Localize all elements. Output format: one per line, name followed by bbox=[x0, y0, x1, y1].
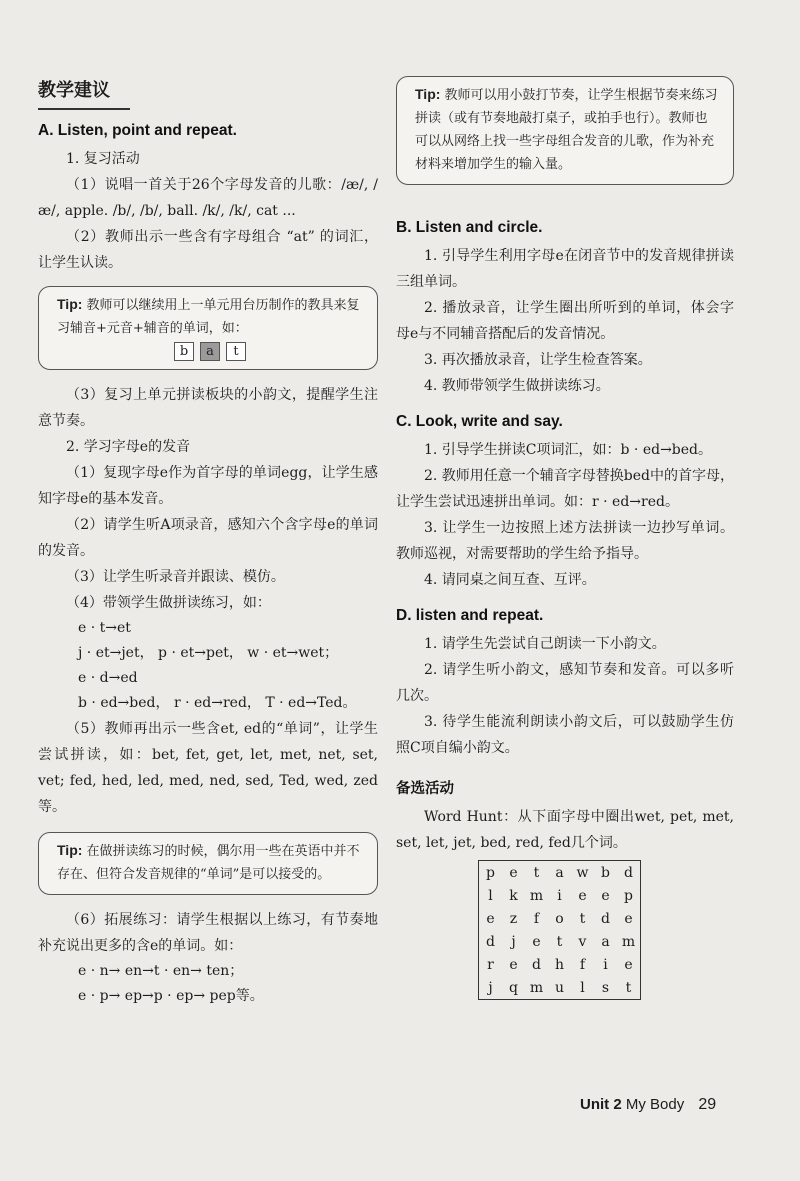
grid-letter: d bbox=[486, 933, 495, 950]
grid-letter: t bbox=[556, 933, 563, 950]
section-a-p5: 2. 学习字母e的发音 bbox=[66, 439, 191, 455]
grid-letter: f bbox=[579, 956, 586, 973]
grid-letter: f bbox=[533, 910, 540, 927]
section-b-p2: 2. 播放录音，让学生圈出所听到的单词，体会字母e与不同辅音搭配后的发音情况。 bbox=[396, 300, 734, 342]
tip-label: Tip: bbox=[57, 296, 83, 312]
grid-letter: b bbox=[601, 864, 610, 881]
grid-letter: a bbox=[555, 864, 564, 881]
grid-letter: m bbox=[529, 979, 544, 996]
grid-letter: p bbox=[624, 887, 633, 904]
grid-letter: i bbox=[603, 956, 608, 973]
section-d-heading: D. listen and repeat. bbox=[396, 607, 544, 624]
grid-row bbox=[479, 976, 641, 1000]
grid-row bbox=[479, 930, 641, 953]
grid-letter: o bbox=[555, 910, 564, 927]
section-c-p4: 4. 请同桌之间互查、互评。 bbox=[424, 572, 596, 588]
word-hunt-grid bbox=[478, 860, 641, 1000]
example-ten: e · n→ en→t · en→ ten； bbox=[78, 963, 244, 979]
grid-letter: a bbox=[601, 933, 610, 950]
word-hunt-grid-body bbox=[479, 861, 641, 1000]
grid-letter: h bbox=[554, 956, 565, 973]
section-a-p11: （6）拓展练习：请学生根据以上练习，有节奏地补充说出更多的含e的单词。如： bbox=[38, 912, 378, 954]
example-pep: e · p→ ep→p · ep→ pep等。 bbox=[78, 988, 264, 1004]
grid-letter: l bbox=[580, 979, 585, 996]
section-d-p1: 1. 请学生先尝试自己朗读一下小韵文。 bbox=[424, 636, 666, 652]
word-hunt-instructions: Word Hunt：从下面字母中圈出wet, pet, met, set, let, jet, bed, red, fed几个词。 bbox=[396, 809, 734, 851]
letter-cards bbox=[57, 342, 363, 361]
section-d-p2: 2. 请学生听小韵文，感知节奏和发音。可以多听几次。 bbox=[396, 662, 734, 704]
section-b-heading: B. Listen and circle. bbox=[396, 219, 543, 236]
grid-letter: d bbox=[624, 864, 633, 881]
grid-letter: v bbox=[578, 933, 587, 950]
section-a-p4: （3）复习上单元拼读板块的小韵文，提醒学生注意节奏。 bbox=[38, 387, 378, 429]
page-title: 教学建议 bbox=[38, 80, 110, 101]
grid-letter: e bbox=[509, 956, 518, 973]
section-a-p6: （1）复现字母e作为首字母的单词egg，让学生感知字母e的基本发音。 bbox=[38, 465, 378, 507]
section-b-p3: 3. 再次播放录音，让学生检查答案。 bbox=[424, 352, 652, 368]
footer-unit: Unit 2 bbox=[580, 1096, 622, 1113]
grid-letter: e bbox=[486, 910, 495, 927]
letter-card-t: t bbox=[226, 342, 246, 361]
section-d-p3: 3. 待学生能流利朗读小韵文后，可以鼓励学生仿照C项自编小韵文。 bbox=[396, 714, 734, 756]
section-a-p9: （4）带领学生做拼读练习，如： bbox=[66, 595, 271, 611]
grid-letter: w bbox=[576, 864, 589, 881]
section-a-heading: A. Listen, point and repeat. bbox=[38, 122, 237, 139]
grid-letter: r bbox=[487, 956, 494, 973]
section-c-p3: 3. 让学生一边按照上述方法拼读一边抄写单词。教师巡视，对需要帮助的学生给予指导。 bbox=[396, 520, 734, 562]
grid-letter: j bbox=[488, 979, 493, 996]
grid-letter: e bbox=[601, 887, 610, 904]
tip-label: Tip: bbox=[57, 842, 83, 858]
grid-letter: u bbox=[554, 979, 565, 996]
footer-unit-title: My Body bbox=[625, 1096, 685, 1113]
section-a-p7: （2）请学生听A项录音，感知六个含字母e的单词的发音。 bbox=[38, 517, 378, 559]
tip-text: 在做拼读练习的时候，偶尔用一些在英语中并不存在、但符合发音规律的“单词”是可以接受的。 bbox=[57, 844, 360, 882]
example-jet-pet-wet: j · et→jet， p · et→pet， w · et→wet； bbox=[78, 645, 339, 661]
page-number: 29 bbox=[698, 1096, 717, 1113]
tip-text: 教师可以继续用上一单元用台历制作的教具来复习辅音+元音+辅音的单词，如： bbox=[57, 298, 360, 336]
section-a-p2: （1）说唱一首关于26个字母发音的儿歌：/æ/, /æ/, apple. /b/, /b/, ball. /k/, /k/, cat ... bbox=[38, 177, 378, 219]
grid-letter: t bbox=[625, 979, 632, 996]
section-c-heading: C. Look, write and say. bbox=[396, 413, 563, 430]
grid-letter: e bbox=[509, 864, 518, 881]
example-ed: e · d→ed bbox=[78, 670, 138, 686]
example-bed-red-ted: b · ed→bed， r · ed→red， T · ed→Ted。 bbox=[78, 695, 357, 711]
tip-box-calendar bbox=[38, 286, 378, 370]
grid-letter: p bbox=[486, 864, 495, 881]
grid-letter: t bbox=[579, 910, 586, 927]
section-a-p10: （5）教师再出示一些含et, ed的“单词”，让学生尝试拼读，如：bet, fet, get, let, met, net, set, vet; fed, hed, led, med, ned, sed, Ted, wed, zed等。 bbox=[38, 721, 378, 815]
grid-letter: k bbox=[509, 887, 518, 904]
section-a-p3: （2）教师出示一些含有字母组合 “at” 的词汇，让学生认读。 bbox=[38, 229, 378, 271]
grid-letter: z bbox=[509, 910, 518, 927]
grid-letter: j bbox=[511, 933, 516, 950]
grid-row bbox=[479, 907, 641, 930]
grid-row bbox=[479, 953, 641, 976]
example-et: e · t→et bbox=[78, 620, 131, 636]
section-b-p1: 1. 引导学生利用字母e在闭音节中的发音规律拼读三组单词。 bbox=[396, 248, 734, 290]
section-c-p2: 2. 教师用任意一个辅音字母替换bed中的首字母，让学生尝试迅速拼出单词。如：r · ed→red。 bbox=[396, 468, 735, 510]
grid-row bbox=[479, 861, 641, 885]
section-c-p1: 1. 引导学生拼读C项词汇，如：b · ed→bed。 bbox=[424, 442, 713, 458]
grid-letter: m bbox=[621, 933, 636, 950]
tip-text: 教师可以用小鼓打节奏，让学生根据节奏来练习拼读（或有节奏地敲打桌子，或拍手也行）。教师也可以从网络上找一些字母组合发音的儿歌，作为补充材料来增加学生的输入量。 bbox=[415, 88, 718, 172]
grid-letter: d bbox=[601, 910, 610, 927]
grid-letter: d bbox=[532, 956, 541, 973]
extra-activity-heading: 备选活动 bbox=[396, 781, 454, 797]
grid-letter: e bbox=[578, 887, 587, 904]
section-a-p8: （3）让学生听录音并跟读、模仿。 bbox=[66, 569, 285, 585]
section-a-p1: 1. 复习活动 bbox=[66, 151, 140, 167]
section-b-p4: 4. 教师带领学生做拼读练习。 bbox=[424, 378, 610, 394]
grid-letter: s bbox=[601, 979, 610, 996]
right-column bbox=[396, 76, 734, 1000]
grid-row bbox=[479, 884, 641, 907]
grid-letter: e bbox=[532, 933, 541, 950]
grid-letter: e bbox=[624, 956, 633, 973]
grid-letter: q bbox=[509, 979, 518, 996]
grid-letter: e bbox=[624, 910, 633, 927]
grid-letter: i bbox=[557, 887, 562, 904]
tip-label: Tip: bbox=[415, 86, 441, 102]
left-column bbox=[38, 72, 378, 1009]
letter-card-b: b bbox=[174, 342, 194, 361]
tip-box-nonwords bbox=[38, 832, 378, 895]
grid-letter: l bbox=[488, 887, 493, 904]
page-footer bbox=[580, 1096, 716, 1114]
tip-box-drum bbox=[396, 76, 734, 185]
letter-card-a: a bbox=[200, 342, 220, 361]
title-underline bbox=[38, 108, 130, 110]
grid-letter: t bbox=[533, 864, 540, 881]
grid-letter: m bbox=[529, 887, 544, 904]
